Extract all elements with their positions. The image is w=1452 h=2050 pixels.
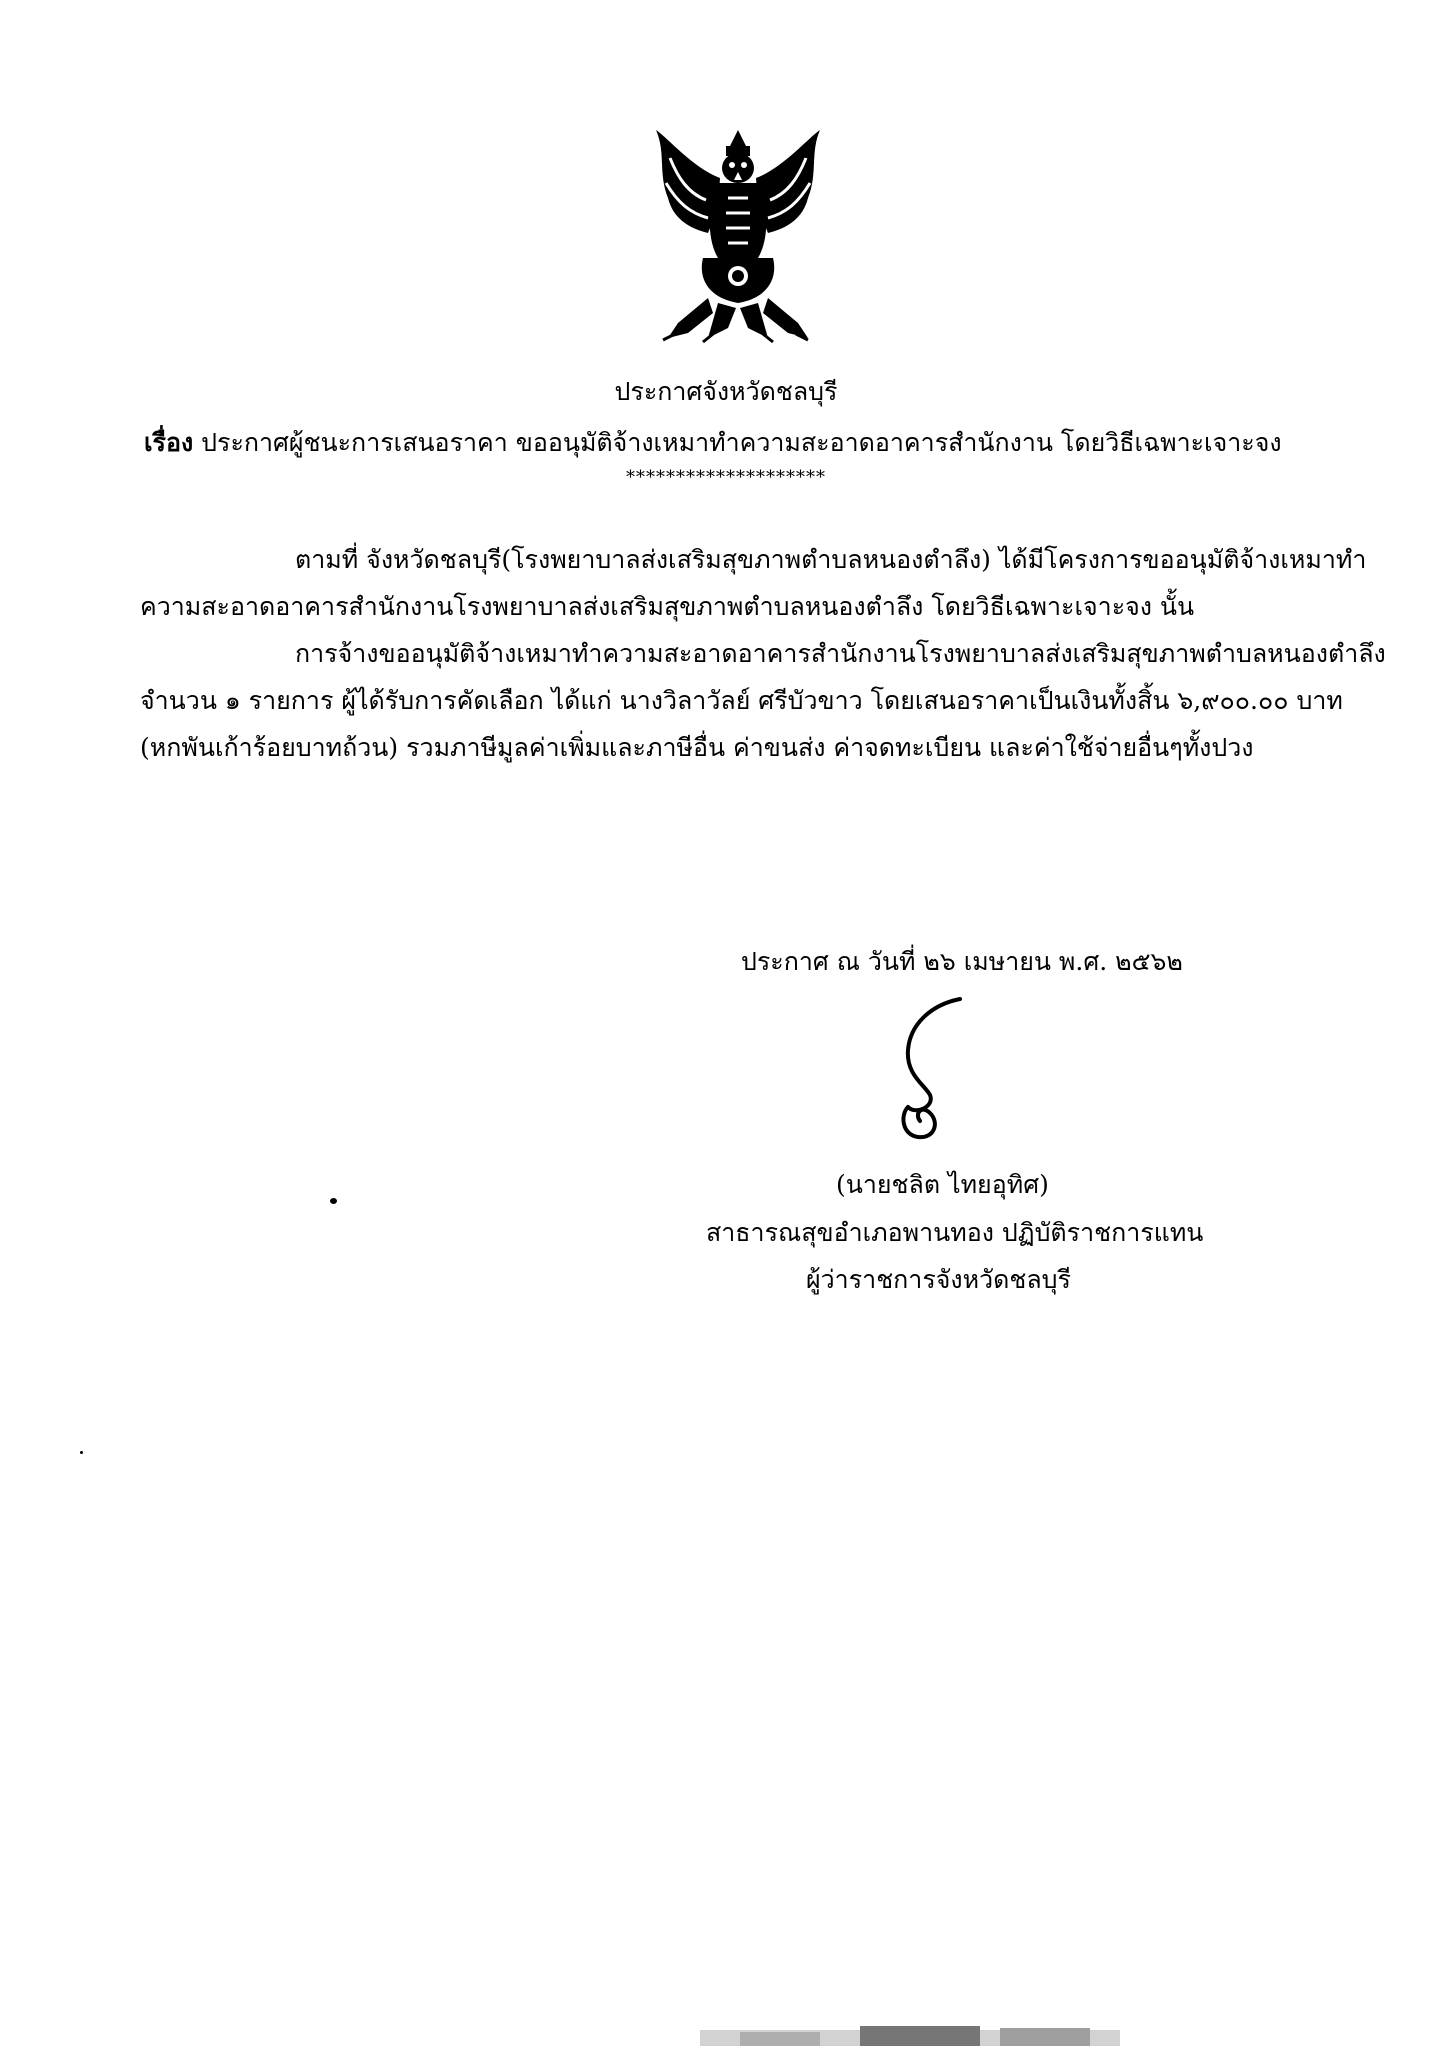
- handwritten-signature: [730, 995, 990, 1145]
- signer-title: ผู้ว่าราชการจังหวัดชลบุรี: [806, 1265, 1071, 1294]
- scan-speck: [330, 1198, 337, 1204]
- body-line-1: ตามที่ จังหวัดชลบุรี(โรงพยาบาลส่งเสริมสุขภาพตำบลหนองตำลึง) ได้มีโครงการขออนุมัติจ้างเหมาทำ: [295, 545, 1367, 574]
- subject-label: เรื่อง: [144, 428, 194, 457]
- scan-noise-bar: [700, 2016, 1120, 2046]
- announcement-date: ประกาศ ณ วันที่ ๒๖ เมษายน พ.ศ. ๒๕๖๒: [741, 947, 1183, 976]
- separator-stars: ********************: [626, 467, 826, 488]
- signer-position: สาธารณสุขอำเภอพานทอง ปฏิบัติราชการแทน: [706, 1218, 1204, 1247]
- body-line-2: ความสะอาดอาคารสำนักงานโรงพยาบาลส่งเสริมสุขภาพตำบลหนองตำลึง โดยวิธีเฉพาะเจาะจง นั้น: [140, 592, 1195, 621]
- announcement-title: ประกาศจังหวัดชลบุรี: [614, 377, 838, 406]
- subject-line: [144, 426, 1282, 460]
- subject-text: ประกาศผู้ชนะการเสนอราคา ขออนุมัติจ้างเหมาทำความสะอาดอาคารสำนักงาน โดยวิธีเฉพาะเจาะจง: [201, 428, 1282, 457]
- garuda-emblem-icon: [648, 128, 828, 346]
- signer-name: (นายชลิต ไทยอุทิศ): [836, 1170, 1049, 1199]
- body-line-3: การจ้างขออนุมัติจ้างเหมาทำความสะอาดอาคารสำนักงานโรงพยาบาลส่งเสริมสุขภาพตำบลหนองตำลึง: [295, 639, 1386, 668]
- body-line-4: จำนวน ๑ รายการ ผู้ได้รับการคัดเลือก ได้แก่ นางวิลาวัลย์ ศรีบัวขาว โดยเสนอราคาเป็นเงินทั้งสิ้น ๖,๙๐๐.๐๐ บาท: [140, 686, 1343, 715]
- scan-speck: [80, 1451, 83, 1454]
- body-line-5: (หกพันเก้าร้อยบาทถ้วน) รวมภาษีมูลค่าเพิ่มและภาษีอื่น ค่าขนส่ง ค่าจดทะเบียน และค่าใช้จ่ายอื่นๆทั้งปวง: [140, 733, 1254, 762]
